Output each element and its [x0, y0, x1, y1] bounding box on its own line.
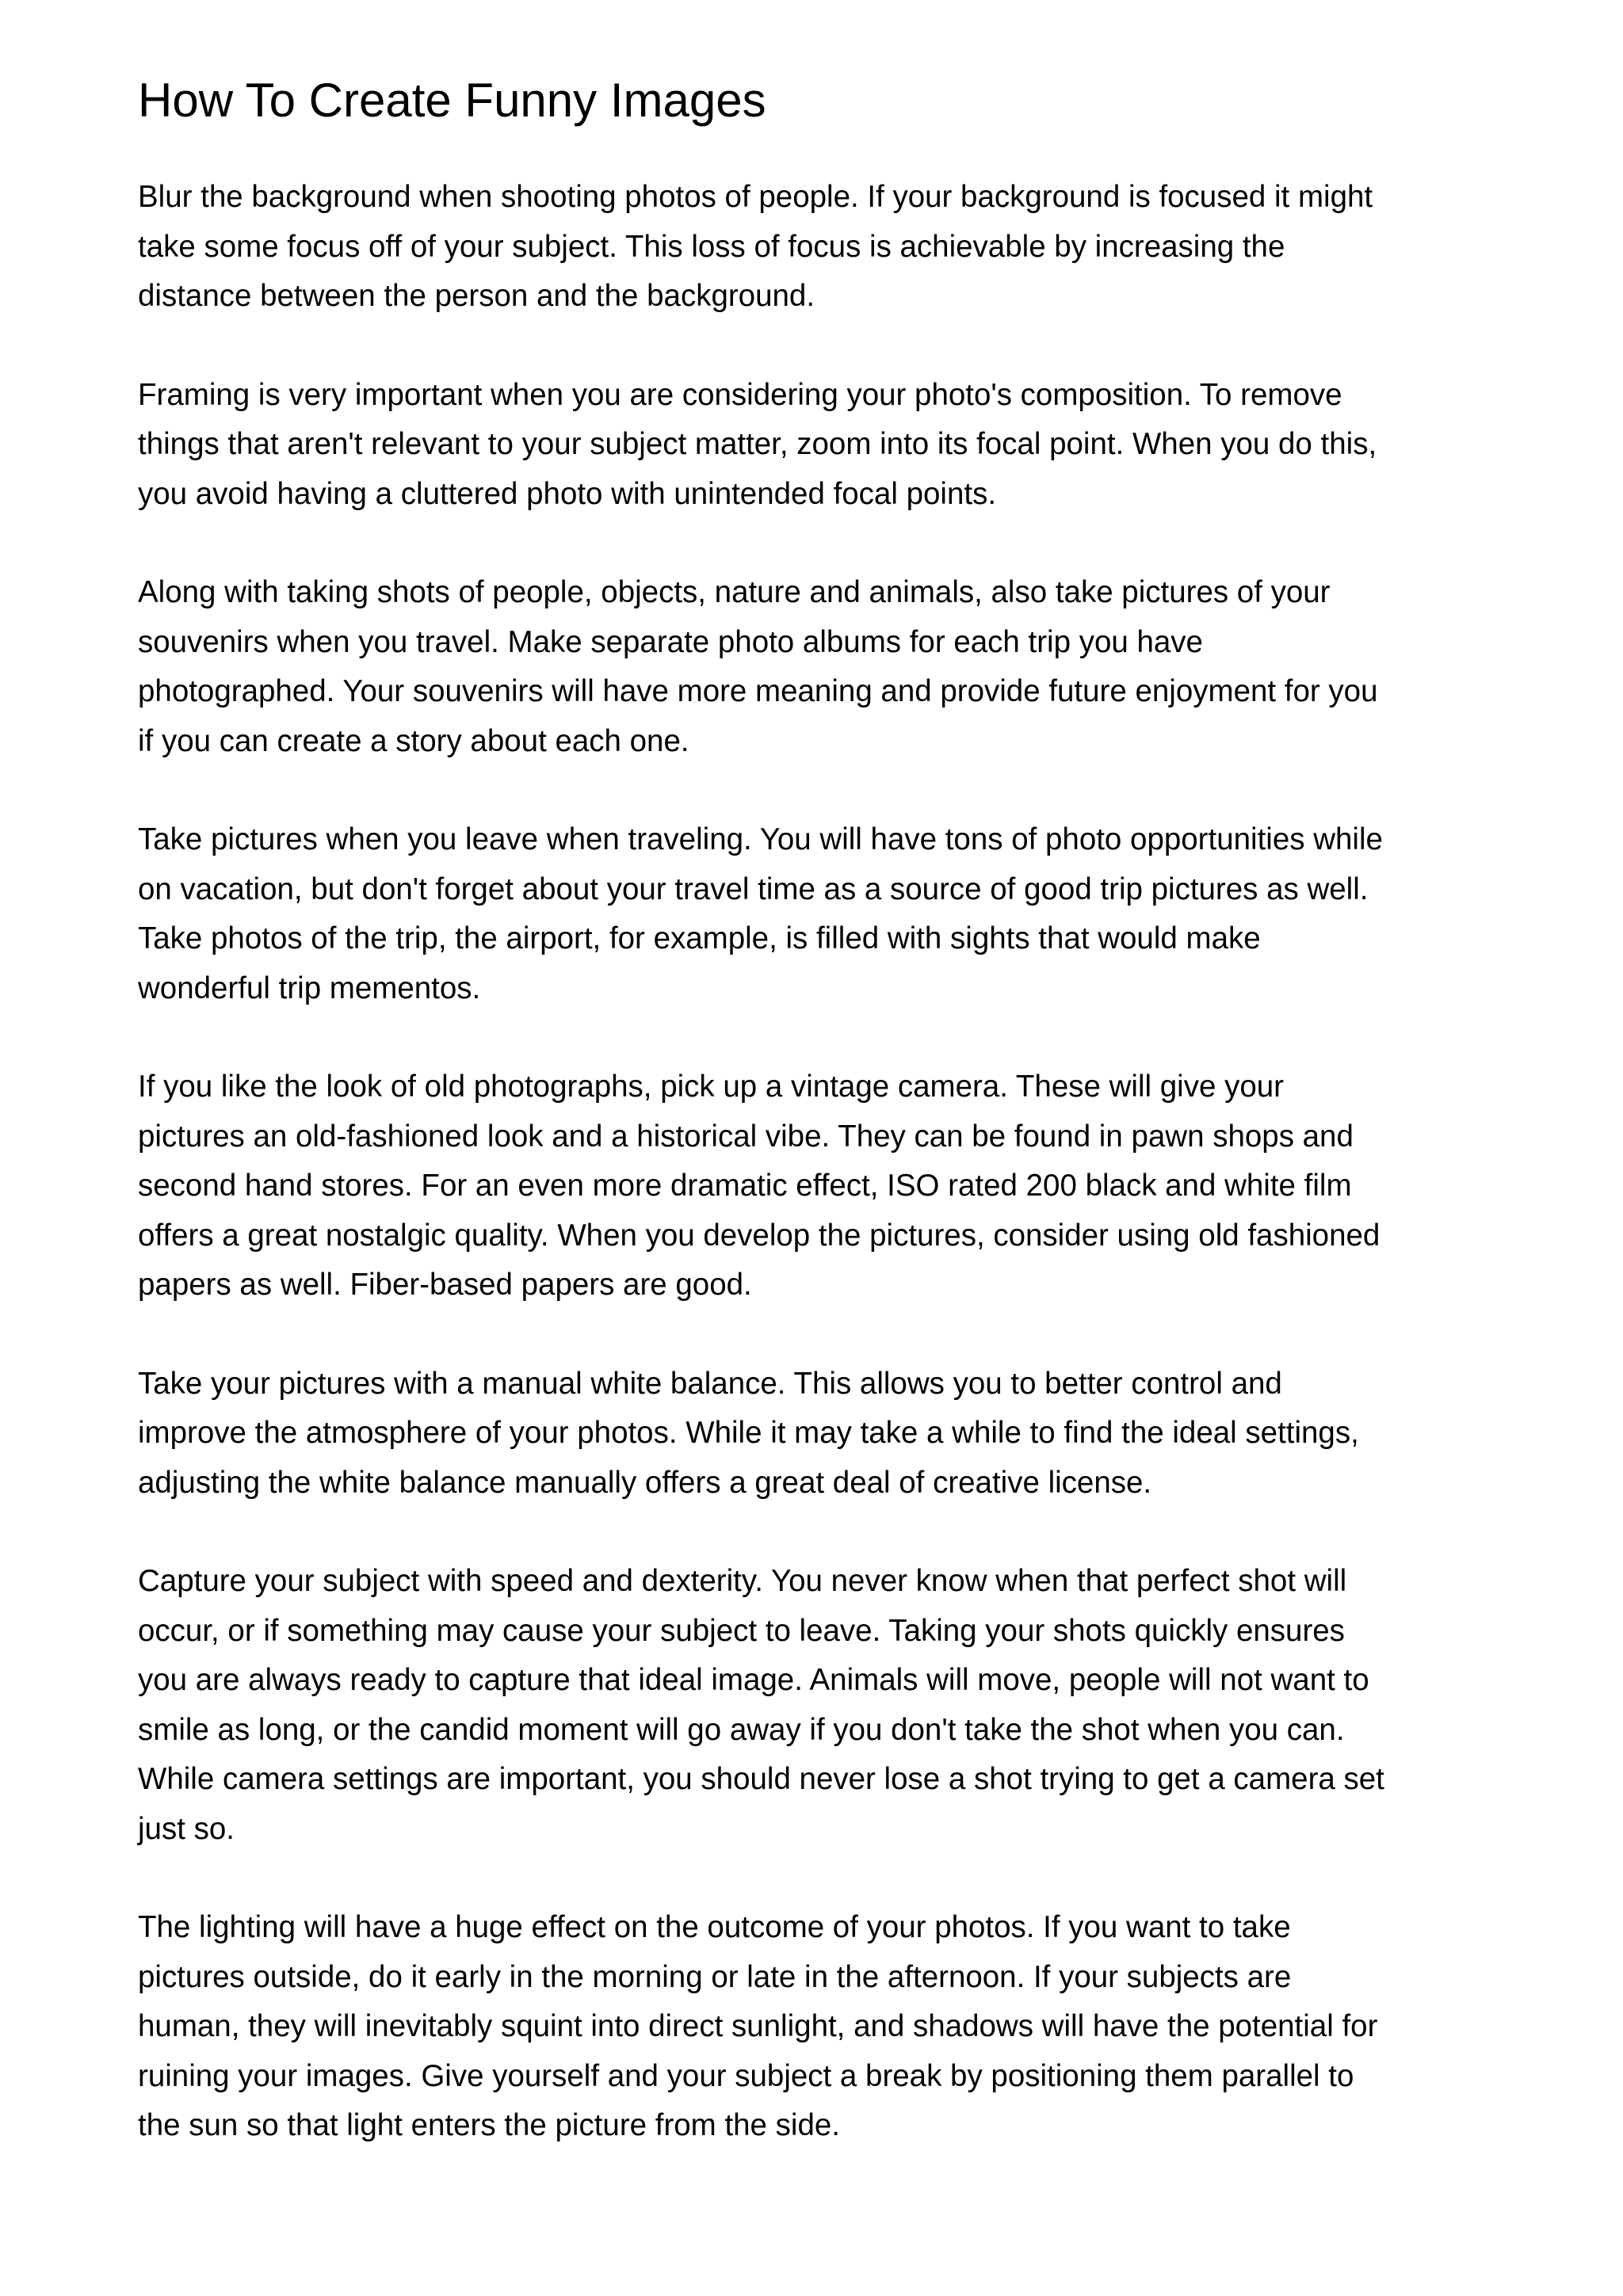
paragraph-line: wonderful trip mementos. — [138, 971, 481, 1005]
paragraph-line: offers a great nostalgic quality. When you develop the pictures, consider using old fashioned — [138, 1218, 1381, 1253]
paragraph-line: Capture your subject with speed and dexterity. You never know when that perfect shot will — [138, 1564, 1347, 1598]
paragraph-1 — [138, 173, 1501, 322]
paragraph-line: photographed. Your souvenirs will have more meaning and provide future enjoyment for you — [138, 674, 1378, 708]
paragraph-line: pictures outside, do it early in the morning or late in the afternoon. If your subjects are — [138, 1959, 1292, 1994]
paragraph-6 — [138, 1360, 1501, 1508]
paragraph-line: improve the atmosphere of your photos. While it may take a while to find the ideal settings, — [138, 1416, 1359, 1450]
paragraph-line: The lighting will have a huge effect on the outcome of your photos. If you want to take — [138, 1910, 1291, 1944]
paragraph-line: distance between the person and the background. — [138, 279, 815, 313]
paragraph-line: the sun so that light enters the picture from the side. — [138, 2108, 840, 2142]
paragraph-line: human, they will inevitably squint into direct sunlight, and shadows will have the potential for — [138, 2009, 1378, 2043]
paragraph-line: Take photos of the trip, the airport, for example, is filled with sights that would make — [138, 921, 1261, 955]
paragraph-line: Framing is very important when you are considering your photo's composition. To remove — [138, 377, 1342, 412]
document-body — [138, 173, 1501, 2151]
paragraph-line: things that aren't relevant to your subject matter, zoom into its focal point. When you do this, — [138, 427, 1377, 461]
paragraph-3 — [138, 568, 1501, 766]
paragraph-line: if you can create a story about each one. — [138, 723, 689, 758]
document-title: How To Create Funny Images — [138, 74, 766, 127]
paragraph-line: just so. — [138, 1811, 235, 1846]
paragraph-5 — [138, 1062, 1501, 1310]
paragraph-line: Blur the background when shooting photos of people. If your background is focused it might — [138, 180, 1373, 214]
paragraph-line: If you like the look of old photographs, pick up a vintage camera. These will give your — [138, 1070, 1284, 1104]
paragraph-line: take some focus off of your subject. This loss of focus is achievable by increasing the — [138, 229, 1285, 264]
paragraph-line: Take your pictures with a manual white balance. This allows you to better control and — [138, 1366, 1282, 1401]
paragraph-line: pictures an old-fashioned look and a historical vibe. They can be found in pawn shops and — [138, 1119, 1354, 1154]
paragraph-line: papers as well. Fiber-based papers are good. — [138, 1268, 752, 1302]
paragraph-line: you are always ready to capture that ideal image. Animals will move, people will not want to — [138, 1663, 1369, 1697]
document-page — [138, 65, 1501, 2200]
paragraph-line: you avoid having a cluttered photo with unintended focal points. — [138, 476, 997, 511]
paragraph-8 — [138, 1903, 1501, 2151]
paragraph-7 — [138, 1557, 1501, 1854]
paragraph-2 — [138, 371, 1501, 520]
paragraph-4 — [138, 815, 1501, 1013]
paragraph-line: smile as long, or the candid moment will go away if you don't take the shot when you can. — [138, 1712, 1345, 1747]
paragraph-line: While camera settings are important, you should never lose a shot trying to get a camera set — [138, 1762, 1384, 1796]
paragraph-line: Take pictures when you leave when traveling. You will have tons of photo opportunities while — [138, 822, 1383, 856]
paragraph-line: Along with taking shots of people, objects, nature and animals, also take pictures of your — [138, 575, 1331, 609]
paragraph-line: ruining your images. Give yourself and your subject a break by positioning them parallel to — [138, 2058, 1354, 2093]
paragraph-line: second hand stores. For an even more dramatic effect, ISO rated 200 black and white film — [138, 1169, 1352, 1203]
paragraph-line: occur, or if something may cause your subject to leave. Taking your shots quickly ensures — [138, 1613, 1345, 1648]
paragraph-line: adjusting the white balance manually offers a great deal of creative license. — [138, 1465, 1152, 1500]
paragraph-line: souvenirs when you travel. Make separate photo albums for each trip you have — [138, 624, 1203, 659]
paragraph-line: on vacation, but don't forget about your travel time as a source of good trip pictures as well. — [138, 871, 1369, 906]
